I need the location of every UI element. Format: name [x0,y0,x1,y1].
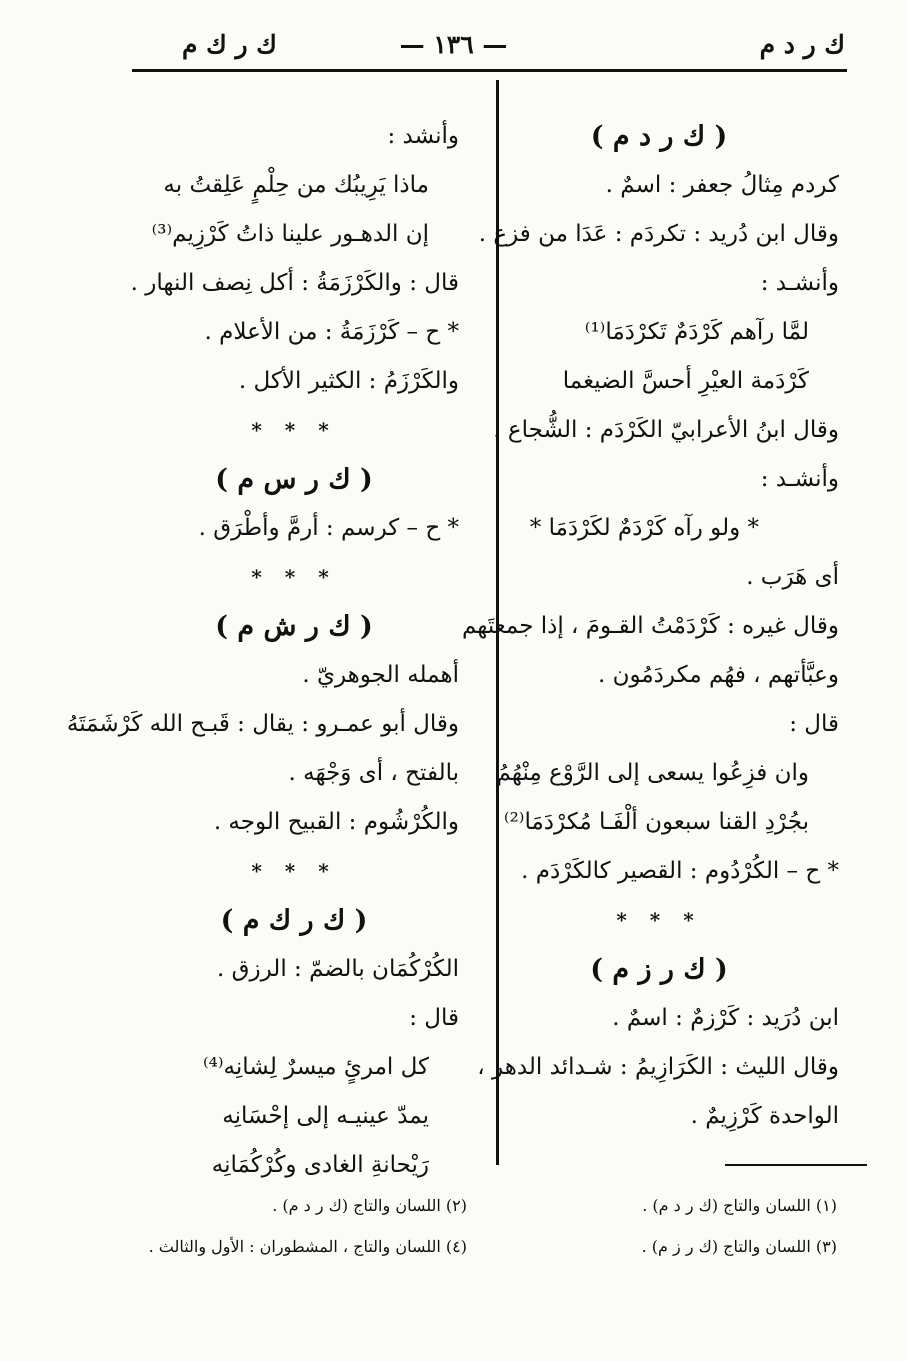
text-line: وقال أبو عمـرو : يقال : قَبـح الله كَرْشَمَتَهُ [66,711,459,737]
text-line: ابن دُرَيد : كَرْزمٌ : اسمٌ . [612,1005,839,1031]
entry-heading: ( ك ر د م ) [590,121,728,152]
entry-heading: ( ك ر ك م ) [220,905,368,936]
text-line: قال : والكَرْزَمَةُ : أكل نِصف النهار . [130,270,459,296]
text-line: الواحدة كَرْزِيمٌ . [690,1103,839,1129]
entry-heading: ( ك ر ش م ) [215,611,373,642]
text-line: والكُرْشُوم : القبيح الوجه . [213,809,459,835]
right-column [461,112,839,1141]
section-separator: * * * [251,859,337,883]
verse-line: كل امرئٍ ميسرٌ لِشانِه⁽⁴⁾ [203,1054,429,1080]
entry-heading: ( ك ر ز م ) [590,954,728,985]
verse-line: لمَّا رآهم كَرْدَمٌ تَكرْدَمَا⁽¹⁾ [584,319,809,345]
text-line: كردم مِثالُ جعفر : اسمٌ . [605,172,839,198]
text-line: وأنشـد : [760,466,839,492]
header-rule [132,69,847,72]
text-line: وأنشـد : [760,270,839,296]
text-line: وقال غيره : كَرْدَمْتُ القـومَ ، إذا جمعتَهم [461,613,839,639]
text-line: وقال الليث : الكَرَازِيمُ : شـدائد الدهر ، [477,1054,839,1080]
text-line: الكُرْكُمَان بالضمّ : الرزق . [217,956,459,982]
verse-line: * ولو رآه كَرْدَمٌ لكَرْدَمَا * [529,515,759,541]
header-root-right: ك ر د م [759,30,845,59]
text-line: والكَرْزَمُ : الكثير الأكل . [238,368,459,394]
text-line: قال : [409,1005,459,1031]
text-line: * ح – كَرْزَمَةُ : من الأعلام . [204,319,459,345]
page-number: — ١٣٦ — [399,30,508,59]
section-separator: * * * [251,565,337,589]
text-line: أهمله الجوهريّ . [302,662,459,688]
text-line: قال : [789,711,839,737]
footnote-4: (٤) اللسان والتاج ، المشطوران : الأول والثالث . [148,1237,467,1256]
section-separator: * * * [616,908,702,932]
footnote-1: (١) اللسان والتاج (ك ر د م) . [642,1196,837,1215]
text-line: وأنشد : [387,123,459,149]
verse-line: ماذا يَرِيبُك من حِلْمٍ عَلِقتُ به [163,172,429,198]
text-line: وقال ابنُ الأعرابيّ الكَرْدَم : الشُّجاع . [493,417,839,443]
footnote-3: (٣) اللسان والتاج (ك ر ز م) . [641,1237,837,1256]
text-line: وقال ابن دُريد : تكردَم : عَدَا من فزع . [478,221,839,247]
text-line: وعبَّأتهم ، فهُم مكردَمُون . [597,662,839,688]
text-line: * ح – الكُرْدُوم : القصير كالكَرْدَم . [521,858,839,884]
text-line: * ح – كرسم : أرمَّ وأطْرَق . [198,515,459,541]
verse-line: إن الدهـور علينا ذاتُ كَرْزِيم⁽³⁾ [151,221,429,247]
text-line: بالفتح ، أى وَجْهَه . [288,760,459,786]
verse-line: يمدّ عينيـه إلى إحْسَانِه [222,1103,429,1129]
verse-line: بجُرْدِ القنا سبعون ألْفَـا مُكرْدَمَا⁽²⁾ [503,809,809,835]
verse-line: رَيْحانةِ الغادى وكُرْكُمَانِه [211,1152,429,1178]
header-root-left: ك ر ك م [182,30,277,59]
verse-line: كَرْدَمة العيْرِ أحسَّ الضيغما [562,368,809,394]
footnote-2: (٢) اللسان والتاج (ك ر د م) . [272,1196,467,1215]
section-separator: * * * [251,418,337,442]
entry-heading: ( ك ر س م ) [215,464,373,495]
left-column [66,112,459,1190]
text-line: أى هَرَب . [746,564,839,590]
footnote-rule [725,1164,867,1166]
verse-line: وان فزِعُوا يسعى إلى الرَّوْع مِنْهُمُ [496,760,809,786]
